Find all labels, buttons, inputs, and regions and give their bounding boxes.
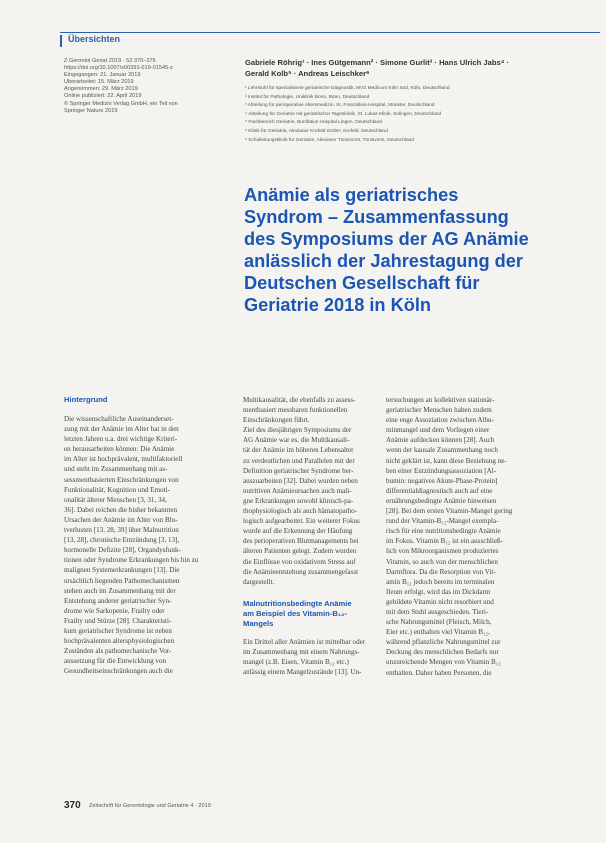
title-line: anlässlich der Jahrestagung der	[244, 251, 523, 271]
text-line: Multikausalität, die ebenfalls zu assess-	[243, 396, 356, 404]
section-header-bar	[60, 35, 62, 47]
body-column-3	[386, 395, 516, 678]
journal-name: Zeitschrift für Gerontologie und Geriatrie 4 · 2019	[89, 803, 211, 809]
text-line: mentbasiert messbaren funktionellen	[243, 406, 348, 415]
text-line: Eier etc.) enthalten viel Vitamin B₁₂,	[386, 628, 490, 637]
meta-line[interactable]: https://doi.org/10.1007/s00391-019-01545-z	[64, 65, 173, 72]
meta-line: Überarbeitet: 15. März 2019	[64, 79, 134, 86]
text-line: Deckung des menschlichen Bedarfs nur	[386, 648, 499, 657]
title-line: Geriatrie 2018 in Köln	[244, 295, 431, 315]
affiliation: ¹ Lehrstuhl für spezialisierte geriatrische Diagnostik, MVZ Medicum Köln Süd, Köln, Deutschland	[245, 86, 450, 91]
text-line: Ziel des diesjährigen Symposiums der	[243, 426, 352, 435]
text-line: mangel (z.B. Eisen, Vitamin B₁₂ etc.)	[243, 657, 349, 666]
text-line: bumin: negatives Akute-Phase-Protein]	[386, 476, 498, 485]
text-line: kum geriatrischer Syndrome ist neben	[64, 626, 172, 635]
text-line: [13, 28], chronische Entzündung [3, 13],	[64, 536, 180, 545]
text-line: des perioperativen Blutmanagements bei	[243, 537, 359, 546]
text-line: drome wie Sarkopenie, Frailty oder	[64, 606, 165, 615]
affiliation: ² Institut für Pathologie, Uniklinik Bonn, Bonn, Deutschland	[245, 94, 370, 100]
text-line: nutritiven Anämieursachen auch mali-	[243, 486, 352, 495]
text-line: dargestellt.	[243, 577, 275, 586]
text-line: gebildete Vitamin nicht resorbiert und	[386, 597, 494, 606]
text-line: risch für eine nutritionsbedingte Anämie	[386, 527, 501, 536]
text-line: mit dem Stuhl ausgeschieden. Tieri-	[386, 607, 489, 616]
meta-line: Angenommen: 29. März 2019	[64, 86, 138, 93]
text-line: tersuchungen an kollektiven stationär-	[386, 396, 495, 404]
text-line: thophysiologisch als auch hämatopatho-	[243, 507, 358, 516]
text-line: Funktionalität, Kognition und Emoti-	[64, 485, 171, 494]
text-line: Die wissenschaftliche Auseinanderset-	[64, 415, 174, 423]
text-line: eine enge Assoziation zwischen Albu-	[386, 416, 494, 425]
text-line: auszuarbeiten [32]. Dabei wurden neben	[243, 476, 358, 485]
text-line: logisch aufgearbeitet. Ein weiterer Fokus	[243, 517, 360, 526]
text-line: tät der Anämie im höheren Lebensalter	[243, 446, 354, 455]
title-line: Syndrom – Zusammenfassung	[244, 207, 509, 227]
text-line: Einschränkungen führt.	[243, 416, 310, 425]
title-line: des Symposiums der AG Anämie	[244, 229, 529, 249]
text-line: die Einflüsse von oxidativem Stress auf	[243, 557, 356, 566]
text-line: ursächlich liegenden Pathomechanismen	[64, 576, 180, 585]
text-line: tverlusten [13, 28, 39] über Malnutrition	[64, 526, 179, 535]
text-line: differentialdiagnostisch auch auf eine	[386, 486, 493, 495]
page-number: 370	[64, 800, 81, 811]
author-line: Gabriele Röhrig¹ · Ines Gütgemann² · Simone Gurlit³ · Hans Ulrich Jabs⁴ ·	[245, 58, 510, 67]
article-title	[244, 184, 594, 316]
text-line: AG Anämie war es, die Multikausali-	[243, 436, 350, 445]
text-line: zu verdeutlichen und Parallelen mit der	[243, 456, 355, 465]
author-list	[245, 57, 595, 79]
text-line: sche Nahrungsmittel (Fleisch, Milch,	[386, 618, 492, 627]
body-column-1	[64, 395, 222, 676]
text-line: Entstehung anderer geriatrischer Syn-	[64, 596, 172, 605]
meta-line: Online publiziert: 22. April 2019	[64, 93, 142, 100]
text-line: sessmentbasierten Einschränkungen von	[64, 475, 179, 484]
text-line: Ileum erfolgt, wird das im Dickdarm	[386, 587, 491, 596]
affiliation: ⁶ Schulleitungsklinik für Geriatrie, Alexianer Tönisvorst, Tönisvorst, Deutschland	[245, 137, 414, 143]
text-line: letzten Jahren u.a. drei wichtige Kriteri-	[64, 435, 178, 444]
meta-line: Springer Nature 2019	[64, 107, 118, 114]
text-line: im Zusammenhang mit einem Nahrungs-	[243, 647, 360, 656]
section-label: Übersichten	[68, 34, 121, 44]
column-text	[386, 395, 516, 678]
text-line: geriatrischer Menschen haben zudem	[386, 406, 492, 415]
text-line: während pflanzliche Nahrungsmittel zur	[386, 638, 501, 647]
text-line: Darmflora. Da die Resorption von Vit-	[386, 567, 496, 576]
text-line: enthalten. Daher haben Personen, die	[386, 668, 492, 677]
text-line: Ein Drittel aller Anämien ist mittelbar oder	[243, 637, 366, 646]
text-line: die Anämieentstehung zusammengefasst	[243, 567, 359, 576]
column-text	[243, 395, 373, 587]
text-line: wurde auf die Erkennung der Häufung	[243, 527, 353, 536]
section-header	[60, 32, 600, 48]
text-line: gne Erkrankungen sowohl klinisch-pa-	[243, 496, 354, 505]
text-line: zung mit der Anämie im Alter hat in den	[64, 425, 179, 434]
text-line: unzureichende Mengen von Vitamin B₁₂	[386, 658, 501, 667]
text-line: anlässig einem Mangelzustände [13]. Un-	[243, 668, 362, 677]
text-line: Frailty und Stürze [28]. Charakteristi-	[64, 616, 172, 625]
text-line: [28]. Bei dem ersten Vitamin-Mangel gering	[386, 507, 513, 516]
text-line: hochprävalenten altersphysiologischen	[64, 637, 175, 646]
page-footer	[64, 800, 584, 814]
text-line: wenn der kausale Zusammenhang noch	[386, 446, 498, 455]
text-line: tionen oder Syndrome Erkrankungen bis hin zu	[64, 556, 199, 565]
section-heading: Malnutritionsbedingte Anämie	[243, 598, 352, 608]
column-text	[64, 414, 222, 676]
section-heading: Hintergrund	[64, 395, 108, 404]
text-line: onalität älterer Menschen [3, 31, 34,	[64, 495, 167, 504]
affiliation: ³ Abteilung für perioperative Altersmedizin, St. Franziskus-Hospital, Münster, Deutschland	[245, 103, 435, 109]
text-line: nicht geklärt ist, kann diese Beziehung ne-	[386, 456, 507, 465]
section-heading: Mangels	[243, 618, 274, 628]
affiliation: ⁴ Abteilung für Geriatrie mit geriatrischer Tagesklinik, St. Lukas Klinik, Solingen, Deutschland	[245, 111, 442, 117]
text-line: en herausarbeiten können: Die Anämie	[64, 445, 175, 454]
title-line: Deutschen Gesellschaft für	[244, 273, 480, 293]
text-line: stehen auch im Zusammenhang mit der	[64, 586, 176, 595]
text-line: aussetzung für die Entwicklung von	[64, 657, 167, 666]
text-line: hormonelle Defizite [28], Organdysfunk-	[64, 546, 181, 555]
text-line: ernährungsbedingte Anämie hinweisen	[386, 496, 497, 505]
text-line: im Fokus. Vitamin B₁₂ ist ein ausschließ-	[386, 537, 503, 546]
text-line: älteren Patienten gelegt. Zudem wurden	[243, 547, 357, 556]
meta-line: Z Gerontol Geriat 2019 · 52:370–376	[64, 58, 156, 64]
text-line: Ursachen der Anämie im Alter von Blu-	[64, 515, 178, 524]
article-metadata	[64, 58, 239, 115]
text-line: Definition geriatrischer Syndrome her-	[243, 466, 354, 475]
text-line: lich von Mikroorganismen produziertes	[386, 547, 499, 556]
text-line: malignen Systemerkrankungen [13]. Die	[64, 566, 180, 575]
text-line: Gesundheitseinschränkungen auch die	[64, 667, 173, 676]
title-line: Anämie als geriatrisches	[244, 185, 459, 205]
text-line: minmangel und dem Vorliegen einer	[386, 426, 490, 435]
column-text	[243, 637, 373, 677]
meta-line: Eingegangen: 21. Januar 2019	[64, 72, 141, 79]
text-line: 36]. Dabei reichen die bisher bekannten	[64, 505, 178, 514]
affiliation-list	[245, 85, 595, 145]
text-line: amin B₁₂ jedoch bereits im terminalen	[386, 577, 495, 586]
text-line: ben einer Entzündungsassoziation [Al-	[386, 466, 497, 475]
text-line: Anämie aufdecken können [28]. Auch	[386, 436, 495, 445]
text-line: Zuständen als pathomechanische Vor-	[64, 647, 172, 656]
affiliation: ⁵ Fachbereich Geriatrie, Bonifatius Hospital Lingen, Deutschland	[245, 120, 382, 126]
text-line: und steht im Zusammenhang mit as-	[64, 465, 168, 474]
text-line: im Alter ist hochprävalent, multifaktoriell	[64, 455, 183, 464]
meta-line: © Springer Medizin Verlag GmbH, ein Teil von	[64, 100, 178, 107]
section-heading: am Beispiel des Vitamin-B₁₂-	[243, 608, 347, 618]
text-line: rund der Vitamin-B₁₂-Mangel exempla-	[386, 517, 499, 526]
text-line: Vitamin, so auch von der menschlichen	[386, 557, 498, 566]
body-column-2	[243, 395, 373, 677]
affiliation: ⁶ Klinik für Geriatrie, Alexianer Krefeld GmbH, Krefeld, Deutschland	[245, 128, 388, 134]
author-line: Gerald Kolb⁵ · Andreas Leischker⁶	[245, 69, 370, 78]
